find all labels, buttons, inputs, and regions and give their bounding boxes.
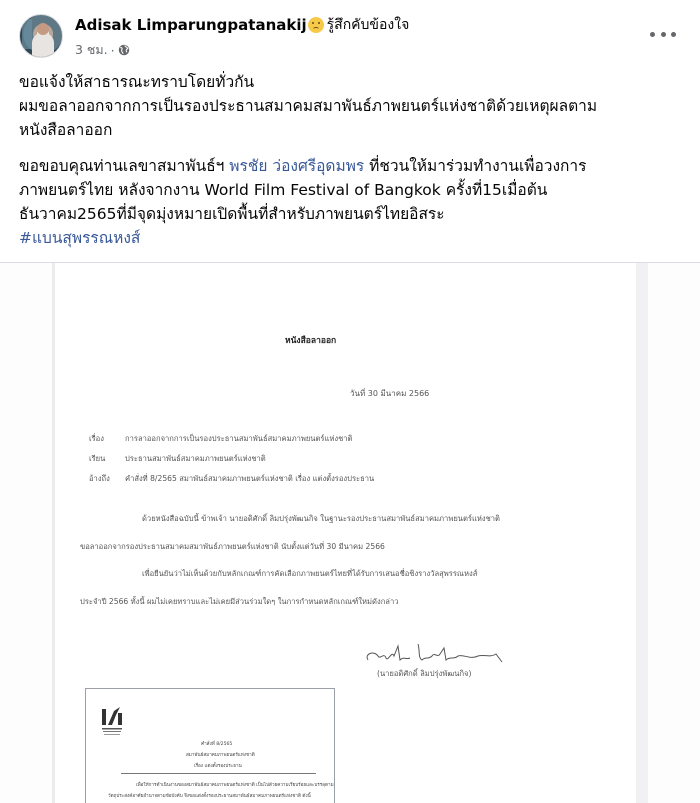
divider bbox=[121, 773, 316, 774]
letter-date: วันที่ 30 มีนาคม 2566 bbox=[350, 389, 430, 398]
hashtag-link[interactable]: #แบนสุพรรณหงส์ bbox=[19, 229, 141, 247]
avatar-figure bbox=[32, 33, 54, 58]
post-text-line bbox=[19, 154, 679, 178]
field-value: คำสั่งที่ 8/2565 สมาพันธ์สมาคมภาพยนตร์แห่งชาติ เรื่อง แต่งตั้งรองประธาน bbox=[125, 474, 375, 483]
letter-paragraph-line: เพื่อยืนยันว่าไม่เห็นด้วยกับหลักเกณฑ์การคัดเลือกภาพยนตร์ไทยที่ได้รับการเสนอชื่อชิงรางวัลสุพรรณหงส์ bbox=[142, 569, 478, 578]
post-text-segment: ที่ชวนให้มาร่วมทำงานเพื่อวงการ bbox=[364, 157, 587, 175]
order-heading: สมาพันธ์สมาคมภาพยนตร์แห่งชาติ bbox=[186, 753, 255, 758]
letter-paragraph-line: ประจำปี 2566 ทั้งนี้ ผมไม่เคยทราบและไม่เคยมีส่วนร่วมใดๆ ในการกำหนดหลักเกณฑ์ใหม่ดังกล่าว bbox=[80, 597, 399, 606]
post-paragraph-1 bbox=[19, 70, 679, 142]
letter-subject bbox=[89, 433, 352, 445]
field-value: ประธานสมาพันธ์สมาคมภาพยนตร์แห่งชาติ bbox=[125, 454, 266, 463]
globe-icon[interactable] bbox=[118, 44, 130, 56]
order-body-line: วัตถุประสงค์อาศัยอำนาจตามข้อบังคับ จึงขอแต่งตั้งรองประธานสมาพันธ์สมาคมภาพยนตร์แห่งชาติ ดังนี้ bbox=[108, 794, 311, 799]
more-dot-icon bbox=[650, 32, 655, 37]
post-text-line: ธันวาคม2565ที่มีจุดมุ่งหมายเปิดพื้นที่สำหรับภาพยนตร์ไทยอิสระ bbox=[19, 205, 445, 223]
field-label: อ้างถึง bbox=[89, 474, 110, 483]
post-meta bbox=[75, 40, 130, 60]
order-heading: คำสั่งที่ 8/2565 bbox=[201, 742, 233, 747]
page-edge bbox=[636, 263, 648, 803]
letter-recipient bbox=[89, 453, 266, 465]
avatar-background bbox=[22, 19, 32, 49]
attached-order-document bbox=[85, 688, 335, 803]
feeling-text: รู้สึกคับข้องใจ bbox=[326, 17, 410, 33]
post-header bbox=[0, 0, 700, 66]
more-dot-icon bbox=[671, 32, 676, 37]
post-text bbox=[19, 70, 679, 262]
mention-link[interactable]: พรชัย ว่องศรีอุดมพร bbox=[229, 157, 365, 175]
more-dot-icon bbox=[661, 32, 666, 37]
post-text-line: ขอแจ้งให้สาธารณะทราบโดยทั่วกัน bbox=[19, 73, 255, 91]
field-value: การลาออกจากการเป็นรองประธานสมาพันธ์สมาคมภาพยนตร์แห่งชาติ bbox=[125, 434, 353, 443]
sad-face-icon bbox=[308, 17, 324, 33]
author-avatar[interactable] bbox=[19, 14, 63, 58]
more-options-button[interactable] bbox=[650, 26, 676, 42]
federation-logo-icon bbox=[100, 703, 124, 737]
avatar-head bbox=[37, 23, 49, 35]
field-label: เรียน bbox=[89, 454, 106, 463]
order-body-line: เพื่อให้การดำเนินงานของสมาพันธ์สมาคมภาพยนตร์แห่งชาติ เป็นไปด้วยความเรียบร้อยและบรรลุตาม bbox=[136, 783, 334, 788]
letter-title: หนังสือลาออก bbox=[285, 336, 337, 346]
letter-reference bbox=[89, 473, 374, 485]
letter-paragraph-line: ด้วยหนังสือฉบับนี้ ข้าพเจ้า นายอดิศักดิ์ ลิมปรุ่งพัฒนกิจ ในฐานะรองประธานสมาพันธ์สมาคมภาพยนตร์แห่งชาติ bbox=[142, 514, 500, 523]
post-text-line: หนังสือลาออก bbox=[19, 121, 113, 139]
post-paragraph-2 bbox=[19, 154, 679, 250]
post-text-line: ภาพยนตร์ไทย หลังจากงาน World Film Festival of Bangkok ครั้งที่15เมื่อต้น bbox=[19, 181, 548, 199]
post-photo[interactable] bbox=[0, 263, 700, 803]
order-heading: เรื่อง แต่งตั้งรองประธาน bbox=[194, 764, 242, 769]
signatory-name: (นายอดิศักดิ์ ลิมปรุ่งพัฒนกิจ) bbox=[377, 669, 472, 678]
author-name-link[interactable]: Adisak Limparungpatanakij bbox=[75, 16, 307, 34]
meta-separator: · bbox=[110, 42, 115, 58]
letter-paragraph-line: ขอลาออกจากรองประธานสมาคมสมาพันธ์ภาพยนตร์แห่งชาติ นับตั้งแต่วันที่ 30 มีนาคม 2566 bbox=[80, 542, 385, 551]
signature-image bbox=[360, 638, 520, 668]
post-text-line: ผมขอลาออกจากการเป็นรองประธานสมาคมสมาพันธ์ภาพยนตร์แห่งชาติด้วยเหตุผลตาม bbox=[19, 97, 598, 115]
post-text-segment: ขอขอบคุณท่านเลขาสมาพันธ์ฯ bbox=[19, 157, 230, 175]
author-line bbox=[75, 14, 409, 36]
post-timestamp-link[interactable]: 3 ชม. bbox=[75, 42, 108, 57]
field-label: เรื่อง bbox=[89, 434, 104, 443]
